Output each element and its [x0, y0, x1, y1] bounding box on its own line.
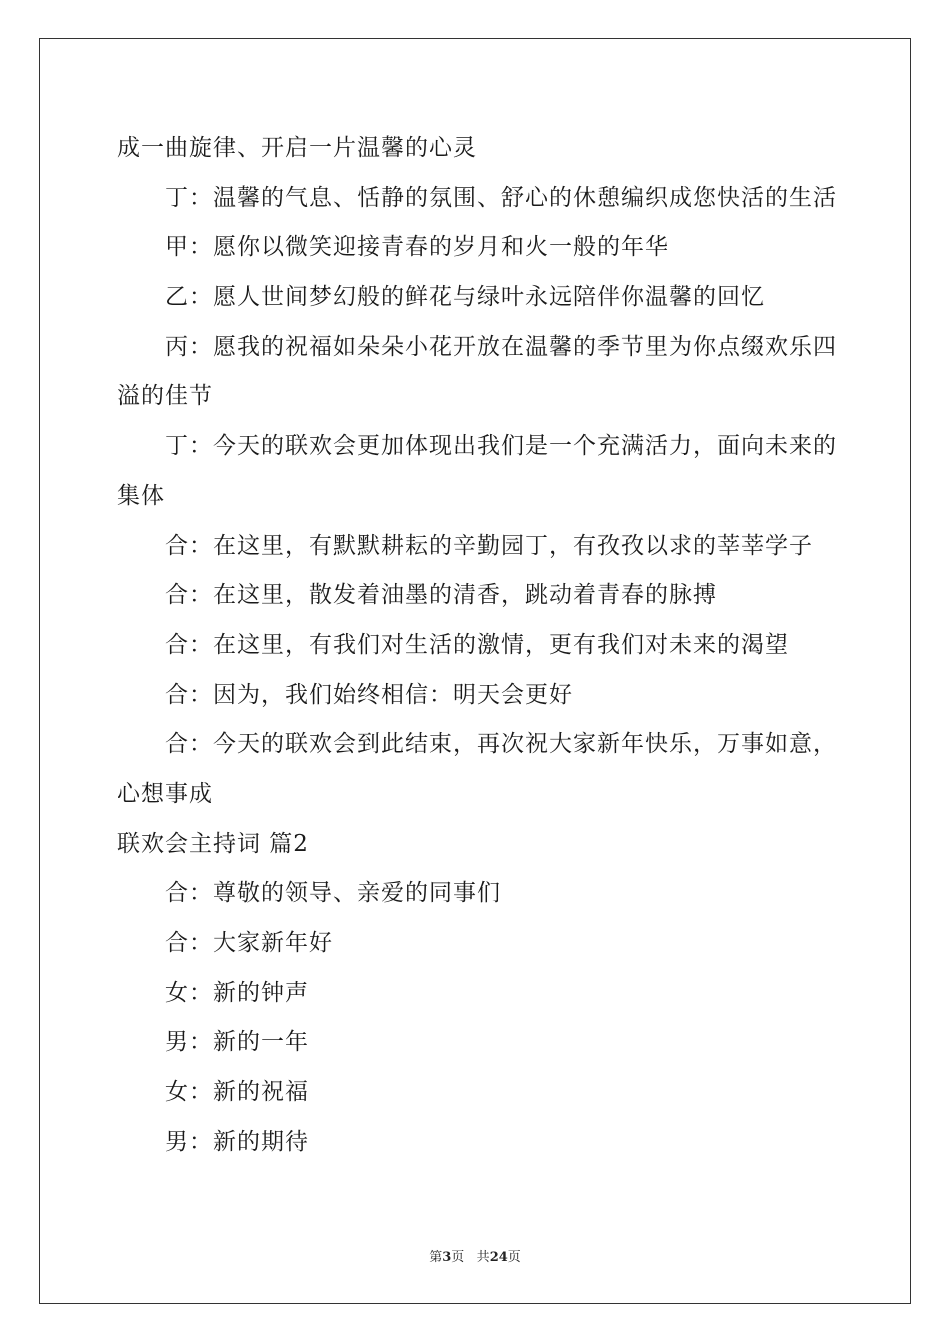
text-line: 成一曲旋律、开启一片温馨的心灵 [117, 135, 477, 161]
text-line: 心想事成 [117, 780, 213, 807]
document-body [117, 124, 837, 1167]
text-line: 集体 [117, 482, 165, 509]
text-line: 合：因为，我们始终相信：明天会更好 [165, 681, 573, 708]
text-line: 乙：愿人世间梦幻般的鲜花与绿叶永远陪伴你温馨的回忆 [165, 284, 765, 311]
text-line: 合：今天的联欢会到此结束，再次祝大家新年快乐，万事如意， [165, 731, 837, 758]
section-heading: 联欢会主持词 篇2 [117, 830, 309, 857]
text-line: 合：尊敬的领导、亲爱的同事们 [165, 880, 501, 907]
text-line: 合：在这里，有我们对生活的激情，更有我们对未来的渴望 [165, 631, 789, 658]
footer-page-suffix: 页 [451, 1250, 465, 1265]
text-line: 丁：温馨的气息、恬静的氛围、舒心的休憩编织成您快活的生活 [165, 184, 837, 211]
footer-total-prefix: 共 [476, 1250, 490, 1265]
text-line: 男：新的期待 [165, 1128, 309, 1155]
footer-total-suffix: 页 [507, 1250, 521, 1265]
text-line: 丙：愿我的祝福如朵朵小花开放在温馨的季节里为你点缀欢乐四 [165, 333, 837, 360]
text-line: 男：新的一年 [165, 1029, 309, 1056]
text-line: 合：在这里，散发着油墨的清香，跳动着青春的脉搏 [165, 582, 717, 609]
text-line: 溢的佳节 [117, 383, 213, 410]
footer-total-pages: 24 [489, 1250, 508, 1265]
text-line: 甲：愿你以微笑迎接青春的岁月和火一般的年华 [165, 234, 669, 261]
footer-page-prefix: 第 [429, 1250, 443, 1265]
text-line: 合：大家新年好 [165, 930, 333, 956]
text-line: 合：在这里，有默默耕耘的辛勤园丁，有孜孜以求的莘莘学子 [165, 532, 813, 559]
page-footer [0, 1246, 950, 1265]
text-line: 女：新的钟声 [165, 979, 309, 1006]
footer-page-number: 3 [442, 1250, 452, 1265]
text-line: 丁：今天的联欢会更加体现出我们是一个充满活力，面向未来的 [165, 433, 837, 460]
text-line: 女：新的祝福 [165, 1079, 309, 1106]
